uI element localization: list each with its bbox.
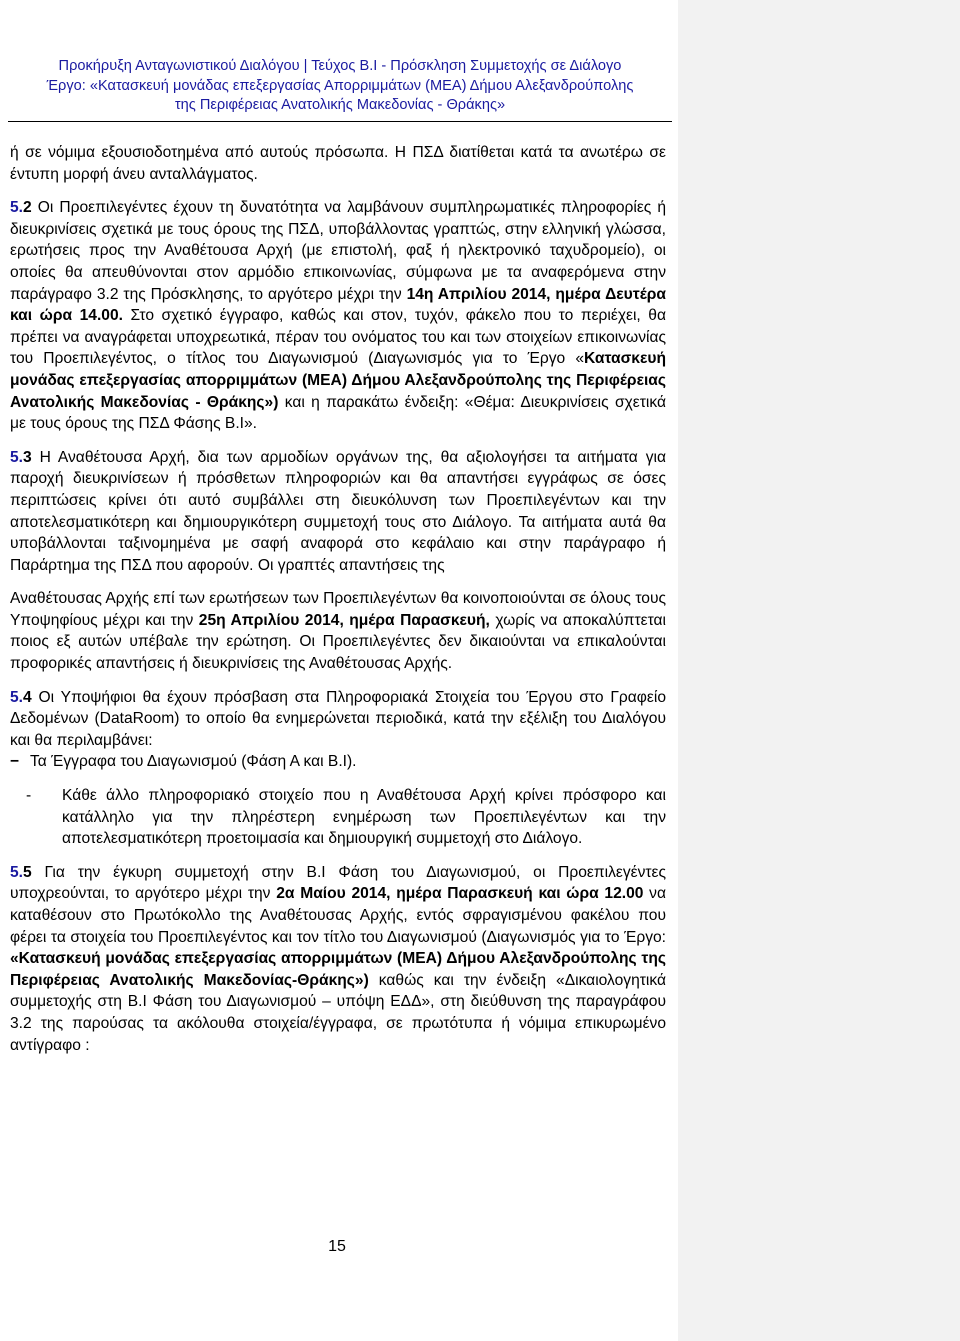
section-number-suffix: 4 [23,688,32,706]
section-number-prefix: 5. [10,863,24,881]
section-5-3 [10,447,666,577]
deadline-text: 25η Απριλίου 2014, ημέρα Παρασκευή, [198,611,490,629]
list-item [10,785,666,850]
deadline-text: 2α Μαίου 2014, ημέρα Παρασκευή και ώρα 12.00 [276,885,644,903]
project-title: «Κατασκευή μονάδας επεξεργασίας απορριμμάτων (ΜΕΑ) Δήμου Αλεξανδρούπολης της Περιφέρειας Ανατολικής Μακεδονίας-Θράκης») [10,950,666,989]
section-text: Οι Υποψήφιοι θα έχουν πρόσβαση στα Πληροφοριακά Στοιχεία του Έργου στο Γραφείο Δεδομένων (DataRoom) το οποίο θα ενημερώνεται περιοδικά, κατά την εξέλιξη του Διαλόγου και θα περιλαμβάνει: [10,688,666,749]
section-text: Αναθέτουσας Αρχής επί των ερωτήσεων των Προεπιλεγέντων θα κοινοποιούνται σε όλους τους Υποψηφίους μέχρι και την [10,590,666,629]
section-5-4 [10,687,666,752]
section-text: χωρίς να αποκαλύπτεται ποιος εξ αυτών υπέβαλε την ερώτηση. Οι Προεπιλεγέντες δεν δικαιούνται να επικαλούνται προφορικές απαντήσεις ή διευκρινίσεις της Αναθέτουσας Αρχής. [10,611,666,673]
section-text: Στο σχετικό έγγραφο, καθώς και στον, τυχόν, φάκελο που το περιέχει, θα πρέπει να αναγράφεται υποχρεωτικά, πέραν του ονόματος του και των στοιχείων επικοινωνίας του Προεπιλεγέντος, ο τίτλος του Διαγωνισμού (Διαγωνισμός για το Έργο « [10,307,666,368]
list-item-text: Τα Έγγραφα του Διαγωνισμού (Φάση Α και Β.Ι). [30,753,357,771]
list-item [10,751,666,773]
page-number: 15 [328,1238,346,1255]
section-number-suffix: 3 [23,448,32,466]
section-number-suffix: 2 [23,199,32,217]
section-number-prefix: 5. [10,199,24,217]
header-line-2: Έργο: «Κατασκευή μονάδας επεξεργασίας Απορριμμάτων (ΜΕΑ) Δήμου Αλεξανδρούπολης [46,77,634,94]
header-divider [8,121,672,122]
section-5-3-continued [10,588,666,674]
header-line-3: της Περιφέρειας Ανατολικής Μακεδονίας - Θράκης» [174,97,506,113]
list-item-text: Κάθε άλλο πληροφοριακό στοιχείο που η Αναθέτουσα Αρχή κρίνει πρόσφορο και κατάλληλο για την πληρέστερη ενημέρωση των Προεπιλεγέντων και την αποτελεσματικότερη προετοιμασία και δημιουργική συμμετοχή στο Διάλογο. [62,787,666,848]
section-text: να καταθέσουν στο Πρωτόκολλο της Αναθέτουσας Αρχής, εντός σφραγισμένου φακέλου που φέρει τα στοιχεία του Προεπιλεγέντος και τον τίτλο του Διαγωνισμού (Διαγωνισμός για το Έργο: [10,885,666,946]
header-line-1: Προκήρυξη Ανταγωνιστικού Διαλόγου | Τεύχος Β.Ι - Πρόσκληση Συμμετοχής σε Διάλογο [58,58,622,74]
deadline-text: 14η Απριλίου 2014, ημέρα Δευτέρα και ώρα 14.00. [10,285,666,325]
document-body [10,142,666,1056]
section-text: Η Αναθέτουσα Αρχή, δια των αρμοδίων οργάνων της, θα αξιολογήσει τα αιτήματα για παροχή διευκρινίσεων ή πρόσθετων πληροφοριών και θα απαντήσει εγγράφως σε όσες περιπτώσεις κρίνει ότι αυτό συμβάλλει στη διευκόλυνση των Προεπιλεγέντων και την αποτελεσματικότερη και δημιουργικότερη συμμετοχή τους στο Διάλογο. Τα αιτήματα αυτά θα υποβάλλονται ταξινομημένα με σαφή αναφορά στο κεφάλαιο και στην παράγραφο ή Παράρτημα της ΠΣΔ που αφορούν. Οι γραπτές απαντήσεις της [10,448,666,574]
page-header [10,57,670,116]
section-number-suffix: 5 [23,863,32,881]
section-number-prefix: 5. [10,448,24,466]
project-title: Κατασκευή μονάδας επεξεργασίας απορριμμάτων (ΜΕΑ) Δήμου Αλεξανδρούπολης της Περιφέρειας Ανατολικής Μακεδονίας - Θράκης») [10,350,666,411]
section-text: Οι Προεπιλεγέντες έχουν τη δυνατότητα να λαμβάνουν συμπληρωματικές πληροφορίες ή διευκρινίσεις σχετικά με τους όρους της ΠΣΔ, υποβάλλοντας γραπτώς, στην ελληνική γλώσσα, ερωτήσεις προς την Αναθέτουσα Αρχή (με επιστολή, φαξ ή ηλεκτρονικό ταχυδρομείο), οι οποίες θα απευθύνονται στον αρμόδιο επικοινωνίας, σύμφωνα με τα αναφερόμενα στην παράγραφο 3.2 της Πρόσκλησης, το αργότερο μέχρι την [10,199,666,303]
comment-margin-panel [678,0,960,1341]
list-dash: − [10,753,20,771]
section-text: καθώς και την ένδειξη «Δικαιολογητικά συμμετοχής στη Β.Ι Φάση του Διαγωνισμού – υπόψη ΕΔΔ», στη διεύθυνση της παραγράφου 3.2 της παρούσας τα ακόλουθα στοιχεία/έγγραφα, σε πρωτότυπα ή νόμιμα επικυρωμένο αντίγραφο : [10,971,666,1054]
section-5-2 [10,197,666,435]
section-text: Για την έγκυρη συμμετοχή στην Β.Ι Φάση του Διαγωνισμού, οι Προεπιλεγέντες υποχρεούνται, το αργότερο μέχρι την [10,863,666,903]
section-text: και η παρακάτω ένδειξη: «Θέμα: Διευκρινίσεις σχετικά με τους όρους της ΠΣΔ Φάσης Β.Ι». [10,393,666,433]
paragraph-continuation: ή σε νόμιμα εξουσιοδοτημένα από αυτούς πρόσωπα. Η ΠΣΔ διατίθεται κατά τα ανωτέρω σε έντυπη μορφή άνευ ανταλλάγματος. [10,144,666,183]
list-dash: - [26,787,32,805]
section-5-5 [10,862,666,1056]
section-number-prefix: 5. [10,688,24,706]
